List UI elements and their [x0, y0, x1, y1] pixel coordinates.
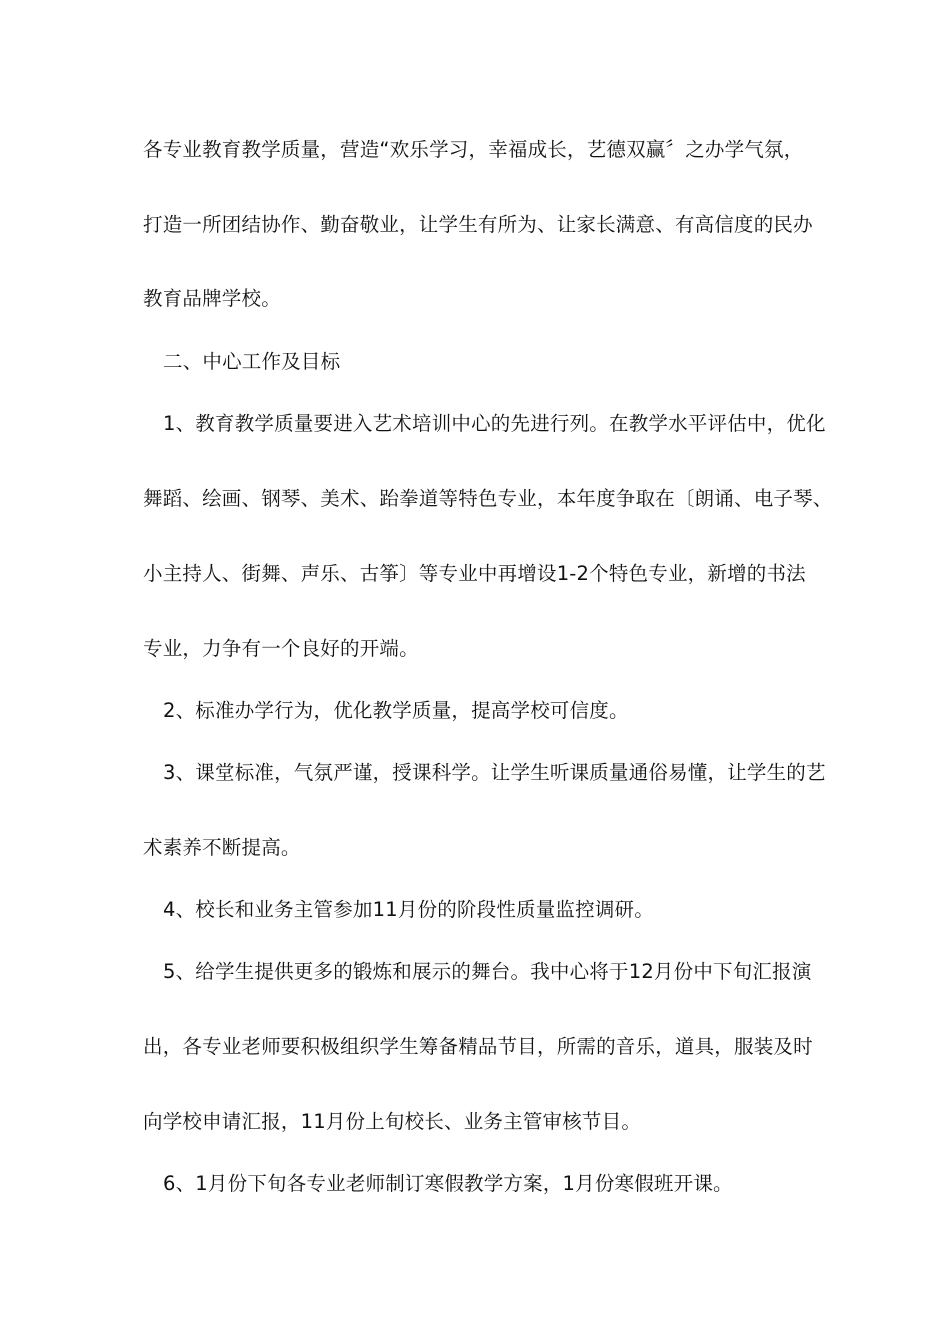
paragraph-line: 4、校长和业务主管参加11月份的阶段性质量监控调研。	[163, 898, 654, 921]
paragraph-line: 向学校申请汇报，11月份上旬校长、业务主管审核节目。	[143, 1110, 642, 1133]
paragraph-line: 小主持人、街舞、声乐、古筝〕等专业中再增设1-2个特色专业，新增的书法	[143, 562, 806, 585]
paragraph-line: 5、给学生提供更多的锻炼和展示的舞台。我中心将于12月份中下旬汇报演	[163, 960, 812, 983]
section-heading: 二、中心工作及目标	[163, 350, 341, 373]
paragraph-line: 术素养不断提高。	[143, 836, 301, 859]
paragraph-line: 出，各专业老师要积极组织学生筹备精品节目，所需的音乐，道具，服装及时	[143, 1035, 813, 1058]
paragraph-line: 教育品牌学校。	[143, 287, 281, 310]
paragraph-line: 6、1月份下旬各专业老师制订寒假教学方案，1月份寒假班开课。	[163, 1172, 733, 1195]
paragraph-line: 舞蹈、绘画、钢琴、美术、跆拳道等特色专业，本年度争取在〔朗诵、电子琴、	[143, 487, 833, 510]
paragraph-line: 打造一所团结协作、勤奋敬业，让学生有所为、让家长满意、有高信度的民办	[143, 213, 813, 236]
paragraph-line: 1、教育教学质量要进入艺术培训中心的先进行列。在教学水平评估中，优化	[163, 412, 826, 435]
paragraph-line: 专业，力争有一个良好的开端。	[143, 637, 419, 660]
paragraph-line: 2、标准办学行为，优化教学质量，提高学校可信度。	[163, 699, 629, 722]
paragraph-line: 各专业教育教学质量，营造“欢乐学习，幸福成长，艺德双赢〞之办学气氛，	[143, 138, 804, 161]
paragraph-line: 3、课堂标准，气氛严谨，授课科学。让学生听课质量通俗易懂，让学生的艺	[163, 761, 826, 784]
